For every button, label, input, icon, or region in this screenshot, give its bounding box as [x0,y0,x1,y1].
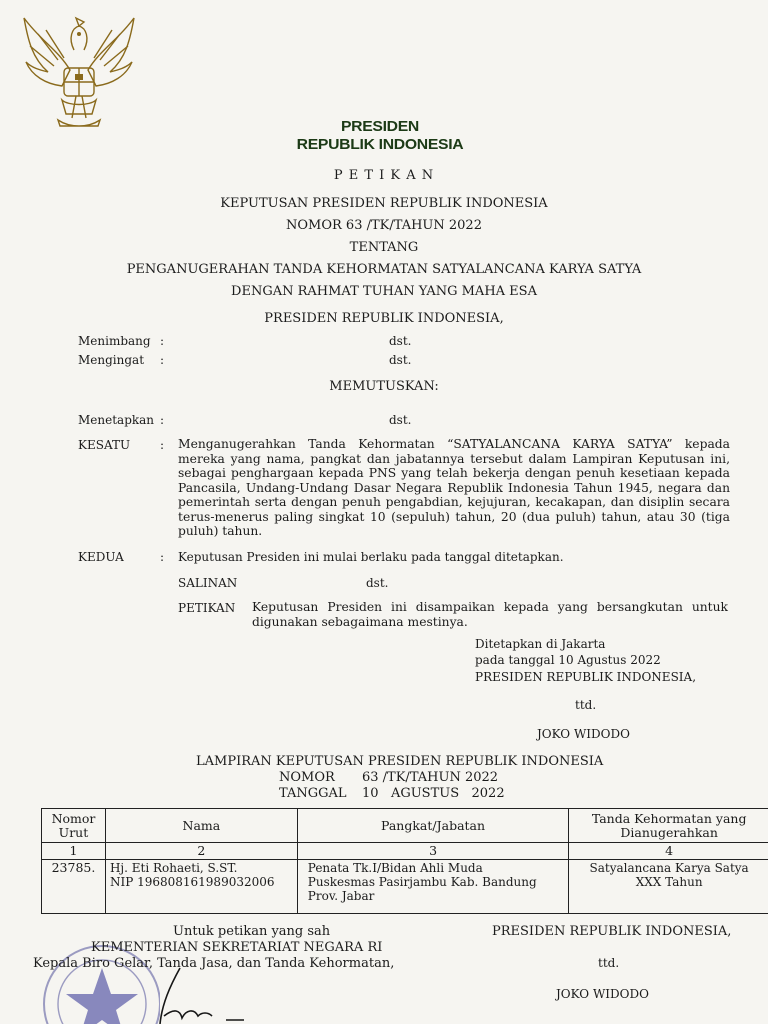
petikan-text: Keputusan Presiden ini disampaikan kepada yang bersangkutan untuk digunakan sebagaimana mestinya. [252,600,728,629]
lampiran-title: LAMPIRAN KEPUTUSAN PRESIDEN REPUBLIK INDONESIA [196,754,604,769]
decree-subject: PENGANUGERAHAN TANDA KEHORMATAN SATYALANCANA KARYA SATYA [126,262,642,277]
kedua-text: Keputusan Presiden ini mulai berlaku pada tanggal ditetapkan. [178,550,564,564]
lampiran-table [41,808,768,914]
kesatu-colon: : [160,438,165,452]
col-number-4: 4 [569,843,768,860]
salinan-value: dst. [366,576,389,590]
decree-title: KEPUTUSAN PRESIDEN REPUBLIK INDONESIA [220,196,548,211]
col-number-1: 1 [42,843,106,860]
presiden-heading: PRESIDEN REPUBLIK INDONESIA, [264,311,504,326]
garuda-emblem-icon [18,10,140,138]
lampiran-nomor-value: 63 /TK/TAHUN 2022 [362,770,499,785]
footer-presiden: PRESIDEN REPUBLIK INDONESIA, [492,924,732,939]
lampiran-tanggal-label: TANGGAL [279,786,347,801]
footer-petikan-sah: Untuk petikan yang sah [173,924,331,939]
salinan-label: SALINAN [178,576,238,590]
menimbang-colon: : [160,334,165,348]
menetapkan-colon: : [160,413,165,427]
footer-kementerian: KEMENTERIAN SEKRETARIAT NEGARA RI [91,940,383,955]
footer-kepala-biro: Kepala Biro Gelar, Tanda Jasa, dan Tanda Kehormatan, [33,956,395,971]
kedua-colon: : [160,550,165,564]
sign-name: JOKO WIDODO [537,727,630,741]
kesatu-label: KESATU [78,438,131,452]
col-number-3: 3 [297,843,568,860]
header-presiden: PRESIDEN [340,118,419,135]
doc-type: P E T I K A N [333,168,435,183]
lampiran-tanggal-value: 10 AGUSTUS 2022 [362,786,505,801]
table-row [42,860,768,914]
mengingat-colon: : [160,353,165,367]
menetapkan-label: Menetapkan [78,413,155,427]
sign-date: pada tanggal 10 Agustus 2022 [475,653,661,667]
handwritten-signature-icon [150,966,250,1024]
tanda-line: Satyalancana Karya Satya [589,861,749,875]
memutuskan: MEMUTUSKAN: [329,379,439,394]
header-republik-indonesia: REPUBLIK INDONESIA [296,136,464,153]
cell-nama [105,860,297,914]
kedua-label: KEDUA [78,550,124,564]
kesatu-text: Menganugerahkan Tanda Kehormatan “SATYALANCANA KARYA SATYA” kepada mereka yang nama, pangkat dan jabatannya tersebut dalam Lampiran Keputusan ini, sebagai penghargaan kepada PNS yang telah bekerja dengan penuh kesetiaan kepada Pancasila, Undang-Undang Dasar Negara Republik Indonesia Tahun 1945, negara dan pemerintah serta dengan penuh pengabdian, kejujuran, kecakapan, dan disiplin secara terus-menerus paling singkat 10 (sepuluh) tahun, 20 (dua puluh) tahun, atau 30 (tiga puluh) tahun. [178,437,730,538]
provinsi-line: Prov. Jabar [307,889,375,903]
table-header-row [42,809,768,843]
sign-place: Ditetapkan di Jakarta [475,637,606,651]
tahun-line: XXX Tahun [635,875,703,889]
cell-tanda [569,860,768,914]
decree-number: NOMOR 63 /TK/TAHUN 2022 [286,218,482,233]
table-number-row [42,843,768,860]
petikan-label: PETIKAN [178,601,236,615]
unit-line: Puskesmas Pasirjambu Kab. Bandung [307,875,537,889]
header-nama: Nama [105,809,297,843]
header-tanda-kehormatan: Tanda Kehormatan yang Dianugerahkan [569,809,768,843]
mengingat-label: Mengingat [78,353,145,367]
header-nomor-urut: Nomor Urut [42,809,106,843]
jabatan-line: Penata Tk.I/Bidan Ahli Muda [307,861,483,875]
menimbang-label: Menimbang [78,334,151,348]
header-pangkat-jabatan: Pangkat/Jabatan [297,809,568,843]
mengingat-value: dst. [389,353,412,367]
menetapkan-value: dst. [389,413,412,427]
sign-ttd: ttd. [575,698,597,712]
lampiran-nomor-label: NOMOR [279,770,335,785]
col-number-2: 2 [105,843,297,860]
footer-name: JOKO WIDODO [556,987,649,1001]
cell-nomor: 23785. [42,860,106,914]
sign-title: PRESIDEN REPUBLIK INDONESIA, [475,670,697,684]
nip-line: NIP 196808161989032006 [109,875,275,889]
menimbang-value: dst. [389,334,412,348]
nama-line: Hj. Eti Rohaeti, S.ST. [109,861,238,875]
tentang: TENTANG [349,240,419,255]
footer-ttd: ttd. [598,956,620,970]
rahmat: DENGAN RAHMAT TUHAN YANG MAHA ESA [231,284,537,299]
cell-jabatan [297,860,568,914]
